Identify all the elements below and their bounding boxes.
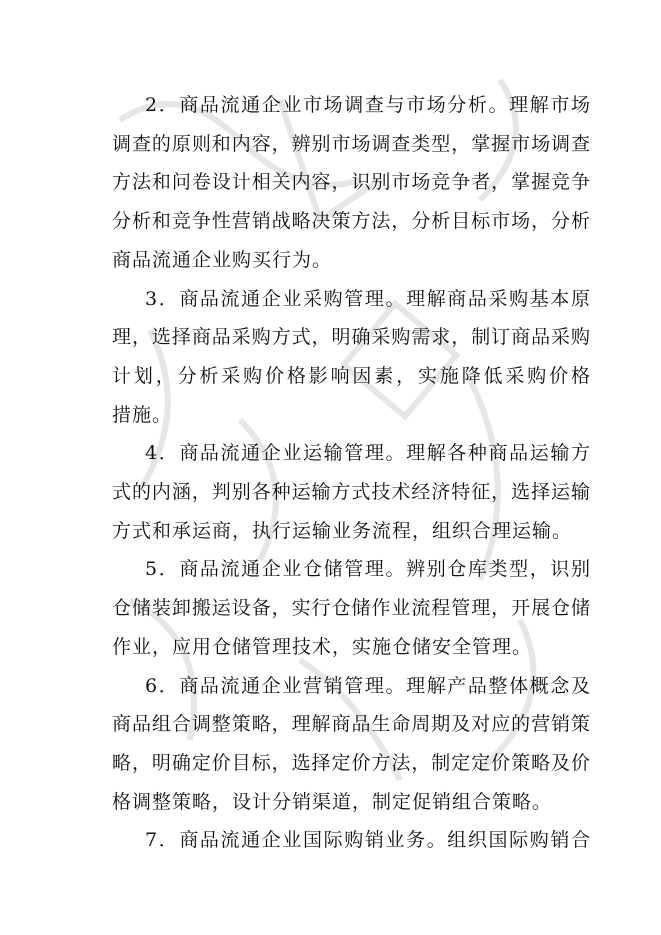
paragraph-5 bbox=[112, 550, 590, 666]
text-line: 仓储装卸搬运设备，实行仓储作业流程管理，开展仓储 bbox=[112, 597, 590, 620]
text-line: 调查的原则和内容，辨别市场调查类型，掌握市场调查 bbox=[112, 132, 590, 155]
text-line: 格调整策略，设计分销渠道，制定促销组合策略。 bbox=[112, 790, 553, 813]
document-body bbox=[112, 86, 590, 860]
text-line: 4．商品流通企业运输管理。理解各种商品运输方 bbox=[145, 442, 590, 465]
text-line: 式的内涵，判别各种运输方式技术经济特征，选择运输 bbox=[112, 481, 590, 504]
text-line: 3．商品流通企业采购管理。理解商品采购基本原 bbox=[145, 287, 590, 310]
text-line: 措施。 bbox=[112, 403, 173, 426]
paragraph-3 bbox=[112, 280, 590, 435]
paragraph-6 bbox=[112, 667, 590, 822]
paragraph-7 bbox=[112, 821, 590, 860]
text-line: 5．商品流通企业仓储管理。辨别仓库类型，识别 bbox=[145, 558, 590, 581]
text-line: 方法和问卷设计相关内容，识别市场竞争者，掌握竞争 bbox=[112, 171, 590, 194]
text-line: 计划，分析采购价格影响因素，实施降低采购价格 bbox=[112, 364, 590, 387]
text-line: 2．商品流通企业市场调查与市场分析。理解市场 bbox=[145, 94, 590, 116]
text-line: 6．商品流通企业营销管理。理解产品整体概念及 bbox=[145, 674, 590, 697]
text-line: 理，选择商品采购方式，明确采购需求，制订商品采购 bbox=[112, 326, 590, 349]
paragraph-4 bbox=[112, 434, 590, 550]
text-line: 商品流通企业购买行为。 bbox=[112, 248, 333, 271]
paragraph-2 bbox=[112, 86, 590, 280]
text-line: 7．商品流通企业国际购销业务。组织国际购销合 bbox=[145, 829, 590, 852]
text-line: 商品组合调整策略，理解商品生命周期及对应的营销策 bbox=[112, 713, 590, 736]
text-line: 略，明确定价目标，选择定价方法，制定定价策略及价 bbox=[112, 751, 590, 774]
text-line: 作业，应用仓储管理技术，实施仓储安全管理。 bbox=[112, 635, 533, 658]
text-line: 分析和竞争性营销战略决策方法，分析目标市场，分析 bbox=[112, 210, 590, 233]
text-line: 方式和承运商，执行运输业务流程，组织合理运输。 bbox=[112, 519, 573, 542]
